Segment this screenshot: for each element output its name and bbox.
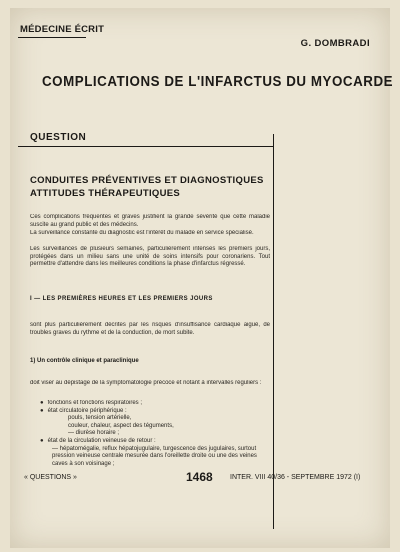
footer-left: « QUESTIONS »: [24, 474, 77, 481]
footer-right: INTER. VIII 40/36 - SEPTEMBRE 1972 (I): [230, 474, 361, 481]
list-item-detail: pouls, tension artérielle,: [68, 415, 132, 422]
list-item: ● fonctions et fonctions respiratoires ;: [40, 400, 270, 408]
list-item-detail: — diurèse horaire ;: [68, 430, 120, 437]
intro-paragraph-1: Ces complications fréquentes et graves justifient la grande sévérité que cette maladie suscite au grand public et des médecins.: [30, 214, 270, 228]
part-1-heading: I — LES PREMIÈRES HEURES ET LES PREMIERS JOURS: [30, 296, 213, 302]
section-divider: [18, 146, 273, 147]
list-item: ● état de la circulation veineuse de retour :: [40, 438, 270, 446]
list-item: ● état circulatoire périphérique :: [40, 408, 270, 416]
intro-paragraph-3: Les surveillances de plusieurs semaines, particulièrement intenses les premiers jours, protégées dans un milieu sans une unité de soins intensifs pour coronariens. Tout permettre d'attendre dans les meilleures conditions la phase d'infarctus régressé.: [30, 246, 270, 268]
subsection-1-paragraph: doit viser au dépistage de la symptomatologie précoce et notant à intervalles réguliers :: [30, 380, 262, 386]
header-divider: [18, 37, 86, 38]
question-label: QUESTION: [30, 132, 87, 143]
column-divider: [273, 134, 274, 529]
intro-paragraph-2: La surveillance constante du diagnostic est l'intérêt du malade en service spécialisé.: [30, 230, 254, 236]
document-page: [10, 8, 394, 548]
part-1-paragraph: sont plus particulièrement décrites par les risques d'insuffisance cardiaque aiguë, de troubles graves du rythme et de la conduction, de mort subite.: [30, 322, 270, 336]
header-author: G. DOMBRADI: [300, 38, 370, 49]
question-subtitle: [30, 174, 264, 200]
list-item-detail: — hépatomégalie, reflux hépatojugulaire, turgescence des jugulaires, surtout pression veineuse centrale mesurée dans l'oreillette droite ou une des veines caves à son voisinage ;: [52, 445, 257, 467]
subsection-1-heading: 1) Un contrôle clinique et paraclinique: [30, 358, 139, 364]
bullet-list: [40, 400, 270, 468]
subtitle-line-2: ATTITUDES THÉRAPEUTIQUES: [30, 188, 181, 199]
page-title: COMPLICATIONS DE L'INFARCTUS DU MYOCARDE: [42, 74, 394, 90]
page-number: 1468: [186, 470, 213, 484]
list-item-detail: couleur, chaleur, aspect des téguments,: [68, 422, 174, 429]
header-category: MÉDECINE ÉCRIT: [20, 24, 105, 35]
subtitle-line-1: CONDUITES PRÉVENTIVES ET DIAGNOSTIQUES: [30, 175, 264, 186]
